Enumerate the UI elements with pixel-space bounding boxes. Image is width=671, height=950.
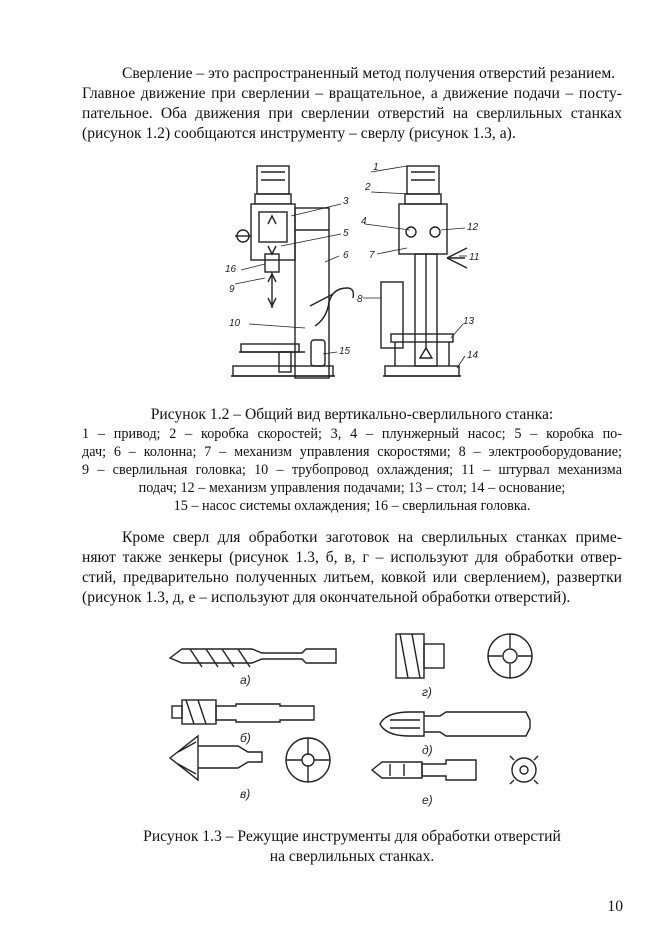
text-line: Главное движение при сверлении – вращательное, а движение подачи – посту- — [82, 85, 622, 102]
callout-1: 1 — [373, 162, 379, 173]
callout-14: 14 — [467, 350, 479, 361]
drill-press-figure — [215, 158, 500, 390]
label-g: г) — [422, 685, 432, 699]
callout-13: 13 — [463, 316, 475, 327]
page-number: 10 — [607, 898, 623, 915]
tool-labels — [240, 673, 433, 807]
legend-line: дач; 6 – колонна; 7 – механизм управления скоростями; 8 – электрооборудование; — [82, 444, 622, 460]
shell-reamer-tool — [396, 634, 532, 678]
text-line: няют также зенкеры (рисунок 1.3, б, в, г – используют для обработки отвер- — [82, 549, 622, 566]
label-d: д) — [422, 743, 433, 757]
callout-5: 5 — [343, 228, 349, 239]
adjustable-reamer-tool — [372, 756, 538, 784]
text-line: (рисунок 1.3, д, е – используют для окончательной обработки отверстий). — [82, 589, 571, 606]
caption-title: Рисунок 1.2 – Общий вид вертикально-сверлильного станка: — [150, 406, 554, 423]
callout-4: 4 — [361, 216, 367, 227]
paragraph-tools — [82, 528, 622, 608]
label-b: б) — [240, 731, 251, 745]
figure-1-2-legend — [82, 425, 622, 515]
text-line: Кроме сверл для обработки заготовок на сверлильных станках приме- — [122, 529, 622, 546]
counterbore-tool — [172, 700, 314, 724]
caption-line: на сверлильных станках. — [269, 848, 435, 865]
callout-9: 9 — [229, 284, 235, 295]
text-line: пательное. Оба движения при сверлении отверстий на сверлильных станках — [82, 105, 622, 122]
twist-drill — [170, 649, 336, 667]
callout-leaders — [235, 166, 467, 368]
label-v: в) — [240, 787, 251, 801]
legend-line: подач; 12 – механизм управления подачами; 13 – стол; 14 – основание; — [138, 480, 566, 496]
callout-15: 15 — [339, 346, 351, 357]
callout-7: 7 — [369, 250, 375, 261]
callout-6: 6 — [343, 250, 349, 261]
text-line: Сверление – это распространенный метод получения отверстий резанием. — [122, 65, 616, 82]
legend-line: 1 – привод; 2 – коробка скоростей; 3, 4 – плунжерный насос; 5 – коробка по- — [82, 426, 622, 442]
callout-11: 11 — [469, 252, 480, 263]
text-line: стий, предварительно полученных литьем, ковкой или сверлением), развертки — [82, 569, 622, 586]
label-a: а) — [240, 673, 251, 687]
legend-line: 9 – сверлильная головка; 10 – трубопровод охлаждения; 11 – штурвал механизма — [82, 462, 622, 478]
figure-1-3-caption — [82, 827, 622, 867]
cutting-tools-figure — [160, 620, 550, 825]
drill-press-front-view — [381, 166, 467, 376]
callout-16: 16 — [225, 264, 237, 275]
label-e: е) — [422, 793, 433, 807]
text-line: (рисунок 1.2) сообщаются инструменту – сверлу (рисунок 1.3, а). — [82, 125, 516, 142]
drill-press-side-view — [231, 166, 353, 378]
paragraph-intro — [82, 64, 622, 144]
legend-line: 15 – насос системы охлаждения; 16 – сверлильная головка. — [173, 498, 531, 514]
figure-1-2-caption — [82, 405, 622, 425]
callout-12: 12 — [467, 222, 479, 233]
caption-line: Рисунок 1.3 – Режущие инструменты для обработки отверстий — [143, 828, 561, 845]
callout-10: 10 — [229, 318, 241, 329]
callout-3: 3 — [343, 196, 349, 207]
callout-2: 2 — [365, 182, 371, 193]
machine-reamer-tool — [380, 712, 530, 736]
callout-8: 8 — [357, 294, 363, 305]
